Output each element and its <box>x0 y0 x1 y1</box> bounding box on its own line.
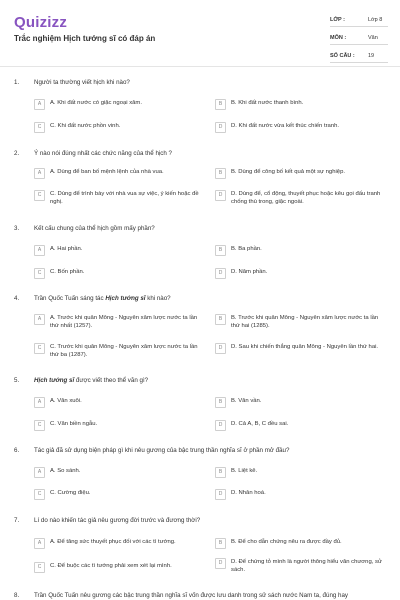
option-letter-box: B <box>215 245 226 256</box>
question-text-pre: Trần Quốc Tuấn sáng tác <box>34 295 106 302</box>
option-text: A. So sánh. <box>50 468 81 474</box>
option-text: A. Dùng để ban bố mệnh lệnh của nhà vua. <box>50 169 164 175</box>
option-c[interactable] <box>34 489 204 500</box>
option-b[interactable] <box>215 314 385 330</box>
option-b[interactable] <box>215 99 385 110</box>
question-text-post: được viết theo thể văn gì? <box>74 377 149 384</box>
option-a[interactable] <box>34 99 204 110</box>
question-8 <box>14 592 348 600</box>
option-text: A. Để tăng sức thuyết phục đối với các tì tướng. <box>50 539 176 545</box>
option-text: B. Để cho dẫn chứng nêu ra được đầy đủ. <box>231 539 342 545</box>
question-text <box>34 377 148 385</box>
option-text: B. Văn vần. <box>231 398 262 404</box>
question-number: 6. <box>14 447 20 454</box>
option-c[interactable] <box>34 122 204 133</box>
question-text <box>34 295 171 303</box>
page-title: Trắc nghiệm Hịch tướng sĩ có đáp án <box>14 34 156 43</box>
option-letter-box: B <box>215 99 226 110</box>
question-number: 8. <box>14 592 20 599</box>
option-letter-box: C <box>34 343 45 354</box>
meta-row-subject <box>330 32 388 45</box>
header <box>0 0 400 62</box>
option-b[interactable] <box>215 397 385 408</box>
option-letter-box: C <box>34 562 45 573</box>
option-d[interactable] <box>215 420 385 431</box>
option-letter-box: A <box>34 168 45 179</box>
question-1 <box>14 79 130 87</box>
option-d[interactable] <box>215 122 385 133</box>
option-text: D. Cả A, B, C đều sai. <box>231 421 289 427</box>
question-7 <box>14 517 200 525</box>
meta-label: SỐ CÂU : <box>330 53 355 59</box>
option-letter-box: B <box>215 397 226 408</box>
question-number: 2. <box>14 150 20 157</box>
question-text-post: khi nào? <box>145 295 171 302</box>
question-text: Kết cấu chung của thể hịch gồm mấy phần? <box>34 225 155 232</box>
option-c[interactable] <box>34 268 204 279</box>
question-6 <box>14 447 289 455</box>
work-title: Hịch tướng sĩ <box>34 377 75 384</box>
meta-value: Lớp 8 <box>368 17 383 23</box>
option-d[interactable] <box>215 190 385 206</box>
option-letter-box: A <box>34 538 45 549</box>
option-text: C. Trước khi quân Mông - Nguyên xâm lược nước ta lần thứ ba (1287). <box>50 344 198 358</box>
option-text: B. Khi đất nước thanh bình. <box>231 100 304 106</box>
option-letter-box: D <box>215 343 226 354</box>
option-text: A. Khi đất nước có giặc ngoại xâm. <box>50 100 142 106</box>
option-d[interactable] <box>215 558 385 574</box>
option-letter-box: D <box>215 268 226 279</box>
option-letter-box: D <box>215 558 226 569</box>
header-divider <box>0 66 400 67</box>
option-c[interactable] <box>34 420 204 431</box>
meta-row-count <box>330 50 388 63</box>
option-a[interactable] <box>34 245 204 256</box>
quizizz-logo[interactable]: Quizizz <box>14 14 68 31</box>
option-text: B. Dùng để công bố kết quả một sự nghiệp. <box>231 169 345 175</box>
option-a[interactable] <box>34 467 204 478</box>
option-letter-box: A <box>34 314 45 325</box>
option-c[interactable] <box>34 562 204 573</box>
option-text: D. Dùng để, cổ động, thuyết phục hoặc kêu gọi đấu tranh chống thù trong, giặc ngoài. <box>231 191 381 205</box>
option-letter-box: B <box>215 538 226 549</box>
meta-row-class <box>330 14 388 27</box>
option-letter-box: D <box>215 190 226 201</box>
quiz-meta <box>330 14 388 68</box>
option-letter-box: D <box>215 489 226 500</box>
option-letter-box: A <box>34 467 45 478</box>
meta-label: MÔN : <box>330 35 347 41</box>
option-text: A. Văn xuôi. <box>50 398 82 404</box>
option-letter-box: C <box>34 268 45 279</box>
option-text: D. Để chứng tỏ mình là người thông hiểu văn chương, sử sách. <box>231 559 382 573</box>
question-number: 1. <box>14 79 20 86</box>
option-text: C. Dùng để trình bày với nhà vua sự việc, ý kiến hoặc đề nghị. <box>50 191 199 205</box>
option-text: A. Hai phần. <box>50 246 83 252</box>
option-text: C. Để buộc các tì tướng phải xem xét lại mình. <box>50 563 172 569</box>
option-b[interactable] <box>215 538 385 549</box>
option-d[interactable] <box>215 343 385 354</box>
option-d[interactable] <box>215 489 385 500</box>
question-2 <box>14 150 172 158</box>
question-text: Lí do nào khiến tác giả nêu gương đời trước và đương thời? <box>34 517 201 524</box>
option-text: C. Khi đất nước phồn vinh. <box>50 123 121 129</box>
option-text: D. Sau khi chiến thắng quân Mông - Nguyên lần thứ hai. <box>231 344 379 350</box>
question-text: Trần Quốc Tuấn nêu gương các bậc trung thần nghĩa sĩ vốn được lưu danh trong sử sách nước Nam ta, đúng hay <box>34 592 349 599</box>
option-text: B. Trước khi quân Mông - Nguyên xâm lược nước ta lần thứ hai (1285). <box>231 315 379 329</box>
meta-label: LỚP : <box>330 17 345 23</box>
option-a[interactable] <box>34 314 204 330</box>
question-number: 4. <box>14 295 20 302</box>
option-a[interactable] <box>34 397 204 408</box>
question-3 <box>14 225 155 233</box>
question-4 <box>14 295 171 303</box>
work-title: Hịch tướng sĩ <box>105 295 146 302</box>
option-b[interactable] <box>215 245 385 256</box>
option-c[interactable] <box>34 343 204 359</box>
option-text: B. Liệt kê. <box>231 468 258 474</box>
option-letter-box: C <box>34 489 45 500</box>
option-text: D. Khi đất nước vừa kết thúc chiến tranh. <box>231 123 340 129</box>
option-text: A. Trước khi quân Mông - Nguyên xâm lược nước ta lần thứ nhất (1257). <box>50 315 198 329</box>
option-letter-box: B <box>215 467 226 478</box>
option-letter-box: A <box>34 245 45 256</box>
option-letter-box: C <box>34 190 45 201</box>
meta-value: Văn <box>368 35 378 41</box>
option-text: D. Nhân hoá. <box>231 490 266 496</box>
option-b[interactable] <box>215 467 385 478</box>
option-a[interactable] <box>34 168 204 179</box>
meta-value: 19 <box>368 53 375 59</box>
question-5 <box>14 377 148 385</box>
option-d[interactable] <box>215 268 385 279</box>
option-letter-box: A <box>34 99 45 110</box>
question-number: 5. <box>14 377 20 384</box>
option-text: B. Ba phần. <box>231 246 262 252</box>
option-text: C. Bốn phần. <box>50 269 85 275</box>
question-text: Tác giả đã sử dụng biện pháp gì khi nêu gương của bậc trung thần nghĩa sĩ ở phần mở đầu? <box>34 447 290 454</box>
option-text: C. Cường điệu. <box>50 490 91 496</box>
option-a[interactable] <box>34 538 204 549</box>
option-c[interactable] <box>34 190 204 206</box>
option-letter-box: A <box>34 397 45 408</box>
question-number: 7. <box>14 517 20 524</box>
question-number: 3. <box>14 225 20 232</box>
option-letter-box: C <box>34 420 45 431</box>
question-text: Người ta thường viết hịch khi nào? <box>34 79 130 86</box>
option-text: C. Văn biền ngẫu. <box>50 421 98 427</box>
option-b[interactable] <box>215 168 385 179</box>
option-letter-box: B <box>215 168 226 179</box>
option-letter-box: B <box>215 314 226 325</box>
option-letter-box: D <box>215 420 226 431</box>
option-letter-box: C <box>34 122 45 133</box>
question-text: Ý nào nói đúng nhất các chức năng của thể hịch ? <box>34 150 172 157</box>
option-text: D. Năm phần. <box>231 269 268 275</box>
option-letter-box: D <box>215 122 226 133</box>
